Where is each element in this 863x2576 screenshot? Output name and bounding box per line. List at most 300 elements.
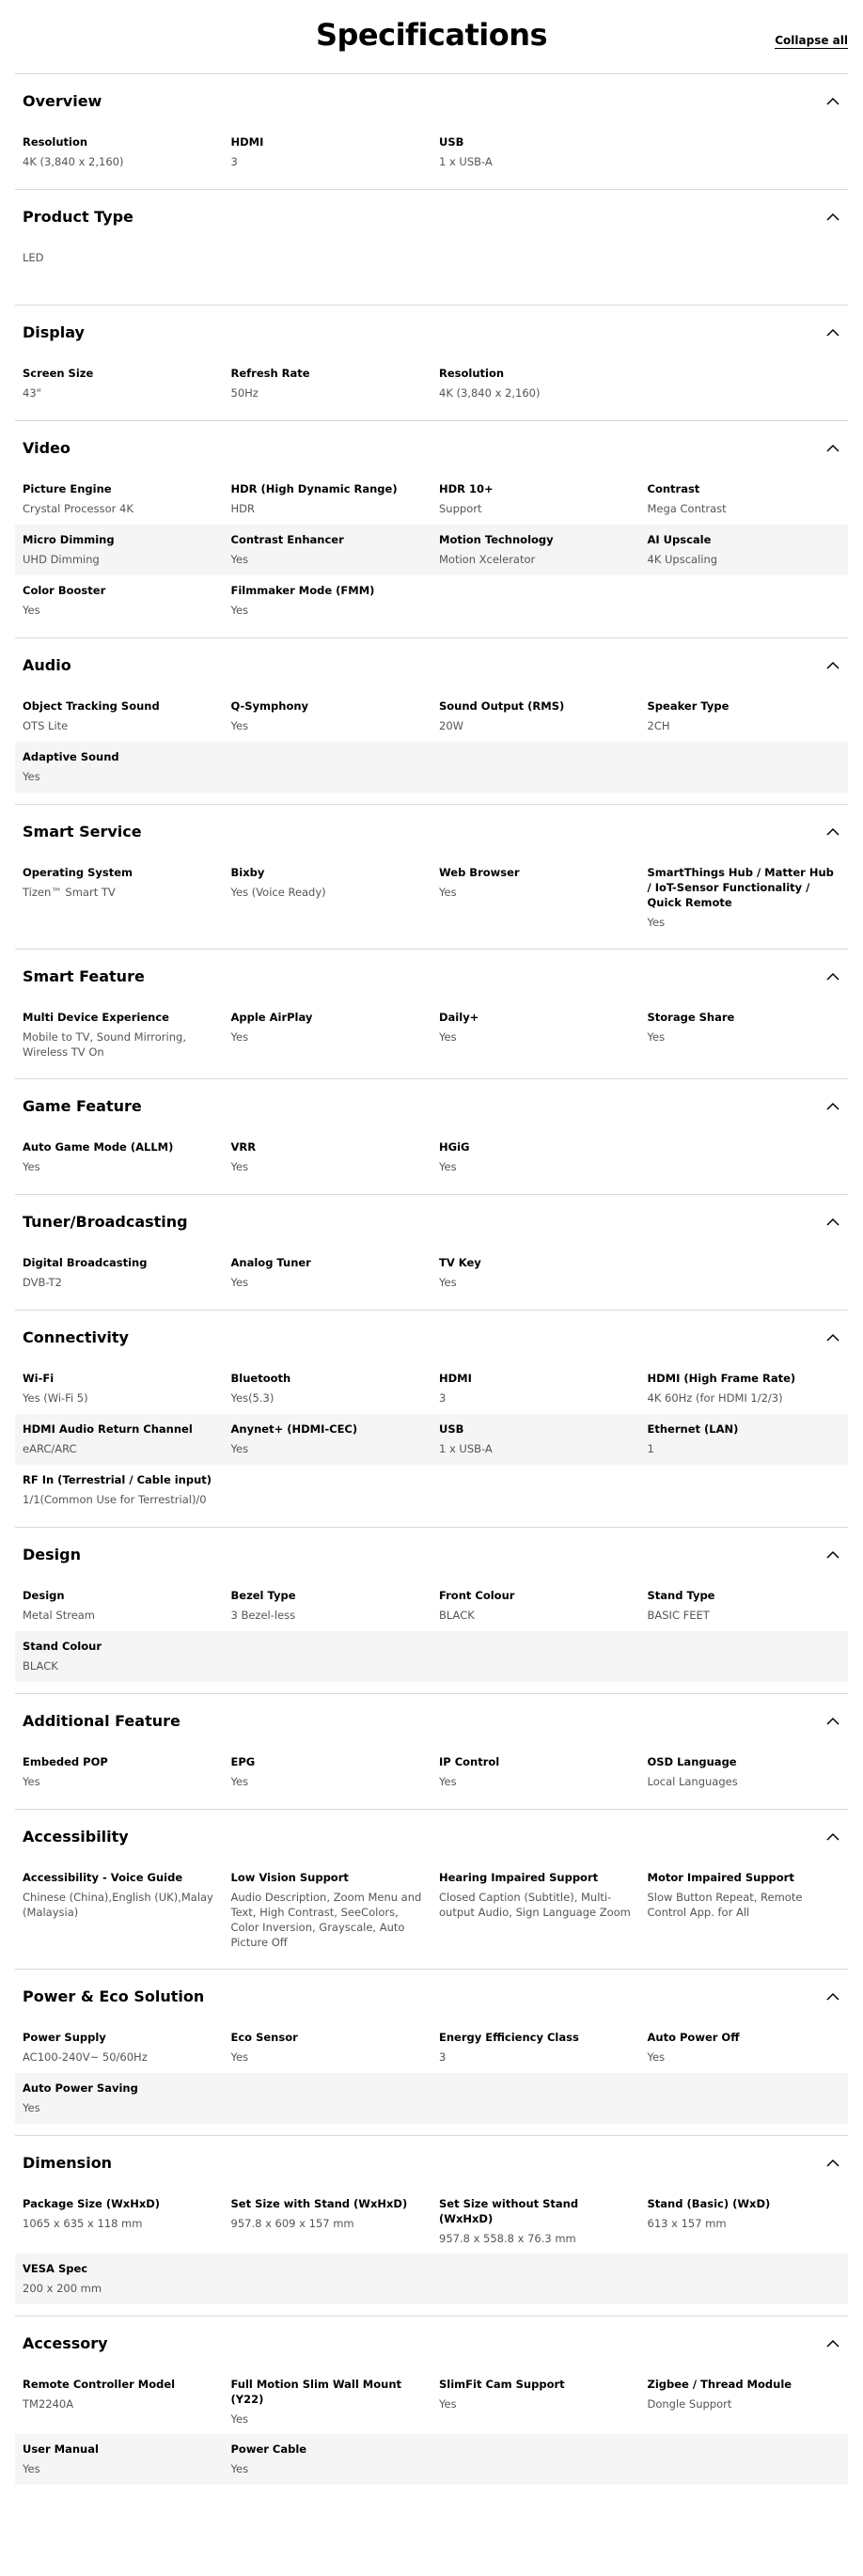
spec-item: [231, 1138, 425, 1175]
spec-item: [439, 1369, 633, 1406]
spec-label: Resolution: [23, 135, 88, 149]
spec-item: [439, 1586, 633, 1624]
spec-value: Mega Contrast: [647, 502, 727, 515]
spec-item: [648, 1586, 841, 1624]
spec-label: Contrast: [647, 482, 700, 495]
section-title: Design: [23, 1545, 81, 1563]
chevron-up-icon[interactable]: [825, 657, 840, 672]
spec-value: Yes: [439, 2397, 457, 2411]
section-title: Audio: [23, 655, 71, 674]
spec-label: SlimFit Cam Support: [439, 2378, 565, 2391]
spec-label: HDR 10+: [439, 482, 494, 495]
section-title: Smart Feature: [23, 966, 145, 985]
spec-value: Yes: [230, 553, 249, 566]
spec-label: HGiG: [439, 1140, 470, 1154]
spec-label: Storage Share: [647, 1011, 735, 1024]
chevron-up-icon[interactable]: [825, 1713, 840, 1728]
spec-label: Color Booster: [23, 584, 106, 597]
spec-item: [439, 1868, 633, 1950]
spec-label: Energy Efficiency Class: [439, 2031, 579, 2044]
spec-item: [23, 2079, 216, 2116]
section-header[interactable]: [15, 421, 848, 474]
spec-row: [15, 2434, 848, 2485]
section-tuner: [15, 1194, 848, 1310]
spec-label: Micro Dimming: [23, 533, 115, 546]
section-product-type: [15, 189, 848, 305]
spec-label: VRR: [230, 1140, 257, 1154]
spec-item: [439, 1752, 633, 1790]
spec-value: Yes (Wi-Fi 5): [23, 1391, 88, 1405]
section-header[interactable]: [15, 2136, 848, 2189]
section-title: Power & Eco Solution: [23, 1987, 205, 2005]
spec-row: [15, 1132, 848, 1183]
spec-value: Yes: [230, 1030, 249, 1044]
spec-row: [15, 127, 848, 178]
spec-value: 957.8 x 558.8 x 76.3 mm: [439, 2232, 576, 2245]
spec-value: Crystal Processor 4K: [23, 502, 133, 515]
spec-item: [231, 2375, 425, 2427]
spec-label: HDMI: [439, 1372, 472, 1385]
section-header[interactable]: [15, 1970, 848, 2022]
spec-item: [23, 364, 216, 401]
section-body: [15, 1132, 848, 1194]
spec-item: [231, 1008, 425, 1060]
section-header[interactable]: [15, 190, 848, 243]
spec-label: Auto Power Saving: [23, 2081, 138, 2095]
spec-row: [15, 2189, 848, 2254]
spec-item: [439, 364, 633, 401]
spec-value: OTS Lite: [23, 719, 69, 732]
section-design: [15, 1527, 848, 1693]
section-header[interactable]: [15, 950, 848, 1002]
section-connectivity: [15, 1310, 848, 1527]
spec-item: [23, 2375, 216, 2427]
spec-value: Yes: [439, 1775, 457, 1788]
spec-value: 613 x 157 mm: [647, 2217, 727, 2230]
spec-item: [231, 1253, 425, 1291]
section-header[interactable]: [15, 2317, 848, 2369]
spec-item: [439, 2375, 633, 2427]
section-dimension: [15, 2135, 848, 2316]
spec-item: [23, 1868, 216, 1950]
spec-label: VESA Spec: [23, 2262, 88, 2275]
spec-label: Set Size without Stand (WxHxD): [439, 2197, 579, 2225]
chevron-up-icon[interactable]: [825, 1988, 840, 2003]
spec-item: [648, 863, 841, 930]
spec-value: Yes: [230, 2050, 249, 2064]
chevron-up-icon[interactable]: [825, 2335, 840, 2350]
spec-item: [23, 747, 216, 785]
spec-item: [231, 697, 425, 734]
spec-row: [15, 2073, 848, 2124]
spec-label: Auto Game Mode (ALLM): [23, 1140, 174, 1154]
spec-item: [231, 479, 425, 517]
spec-label: Embeded POP: [23, 1755, 108, 1768]
spec-value: Metal Stream: [23, 1609, 96, 1622]
spec-label: Bezel Type: [230, 1589, 296, 1602]
spec-item: [439, 479, 633, 517]
spec-value: Yes: [23, 2462, 40, 2475]
spec-item: [231, 2440, 425, 2477]
spec-item: [231, 581, 425, 619]
spec-value: BLACK: [23, 1659, 58, 1673]
spec-label: Analog Tuner: [230, 1256, 311, 1269]
spec-label: Power Cable: [230, 2442, 307, 2456]
spec-value: HDR: [230, 502, 255, 515]
spec-label: Accessibility - Voice Guide: [23, 1871, 183, 1884]
chevron-up-icon[interactable]: [825, 209, 840, 224]
spec-row: [15, 857, 848, 937]
spec-sections: [0, 73, 863, 2496]
spec-value: Slow Button Repeat, Remote Control App. for All: [647, 1891, 803, 1919]
spec-value: Audio Description, Zoom Menu and Text, High Contrast, SeeColors, Color Inversion, Grayscale, Auto Picture Off: [230, 1891, 422, 1949]
section-title: Accessory: [23, 2333, 108, 2352]
section-power: [15, 1969, 848, 2135]
spec-row: [15, 1002, 848, 1067]
spec-row: [15, 1580, 848, 1631]
section-title: Accessibility: [23, 1827, 129, 1846]
spec-value: eARC/ARC: [23, 1442, 77, 1455]
spec-label: Web Browser: [439, 866, 520, 879]
spec-value: Yes: [230, 1160, 249, 1173]
spec-row: [15, 575, 848, 626]
spec-label: Wi-Fi: [23, 1372, 55, 1385]
spec-value: UHD Dimming: [23, 553, 100, 566]
section-title: Display: [23, 322, 85, 341]
spec-item: [439, 1253, 633, 1291]
spec-value: Support: [439, 502, 482, 515]
spec-label: EPG: [230, 1755, 256, 1768]
spec-value: 50Hz: [230, 386, 259, 400]
spec-label: Motor Impaired Support: [647, 1871, 794, 1884]
spec-label: Power Supply: [23, 2031, 106, 2044]
spec-row: [15, 1862, 848, 1957]
page-title: Specifications: [315, 17, 548, 53]
section-display: [15, 305, 848, 420]
spec-item: [23, 1637, 216, 1674]
spec-label: Picture Engine: [23, 482, 112, 495]
spec-row: [15, 2022, 848, 2073]
header: [0, 0, 863, 73]
spec-value: Yes: [439, 1276, 457, 1289]
section-video: [15, 420, 848, 637]
spec-label: HDR (High Dynamic Range): [230, 482, 398, 495]
spec-label: Contrast Enhancer: [230, 533, 344, 546]
spec-label: Filmmaker Mode (FMM): [230, 584, 375, 597]
spec-value: Yes: [23, 1775, 40, 1788]
collapse-all-link[interactable]: Collapse all: [775, 34, 848, 47]
chevron-up-icon[interactable]: [825, 1329, 840, 1344]
chevron-up-icon[interactable]: [825, 2155, 840, 2170]
spec-item: [439, 863, 633, 930]
spec-label: TV Key: [439, 1256, 481, 1269]
section-body: [15, 2189, 848, 2316]
spec-label: HDMI (High Frame Rate): [647, 1372, 796, 1385]
spec-label: IP Control: [439, 1755, 500, 1768]
section-header[interactable]: [15, 1195, 848, 1248]
spec-value: 4K 60Hz (for HDMI 1/2/3): [647, 1391, 783, 1405]
spec-value: 1065 x 635 x 118 mm: [23, 2217, 143, 2230]
spec-item: [648, 2028, 841, 2066]
spec-value: Dongle Support: [647, 2397, 732, 2411]
section-header[interactable]: [15, 1528, 848, 1580]
spec-row: [15, 1465, 848, 1516]
section-title: Overview: [23, 91, 102, 110]
section-header[interactable]: [15, 1079, 848, 1132]
section-header[interactable]: [15, 805, 848, 857]
section-title: Additional Feature: [23, 1711, 180, 1730]
section-body: [15, 2369, 848, 2496]
spec-label: Package Size (WxHxD): [23, 2197, 161, 2210]
spec-value: Yes: [230, 2462, 249, 2475]
spec-item: [23, 2440, 216, 2477]
spec-label: Ethernet (LAN): [647, 1422, 739, 1436]
spec-label: Zigbee / Thread Module: [647, 2378, 792, 2391]
spec-value: Yes: [230, 604, 249, 617]
spec-label: AI Upscale: [647, 533, 712, 546]
spec-value: 1/1(Common Use for Terrestrial)/0: [23, 1493, 207, 1506]
section-header[interactable]: [15, 1311, 848, 1363]
section-body: [15, 1580, 848, 1693]
spec-value: Closed Caption (Subtitle), Multi-output Audio, Sign Language Zoom: [439, 1891, 631, 1919]
spec-item: [231, 2194, 425, 2246]
spec-label: Eco Sensor: [230, 2031, 298, 2044]
section-header[interactable]: [15, 306, 848, 358]
section-title: Smart Service: [23, 822, 142, 840]
spec-item: [648, 1752, 841, 1790]
spec-item: [648, 479, 841, 517]
spec-label: Anynet+ (HDMI-CEC): [230, 1422, 358, 1436]
chevron-up-icon[interactable]: [825, 1829, 840, 1844]
spec-value: Yes: [230, 719, 249, 732]
spec-value: Yes: [439, 1030, 457, 1044]
spec-label: Front Colour: [439, 1589, 515, 1602]
spec-label: Full Motion Slim Wall Mount (Y22): [230, 2378, 402, 2406]
spec-item: [23, 530, 216, 568]
spec-label: Design: [23, 1589, 65, 1602]
spec-value: BLACK: [439, 1609, 475, 1622]
spec-row: [15, 358, 848, 409]
chevron-up-icon[interactable]: [825, 1547, 840, 1562]
spec-value: 3: [230, 155, 238, 168]
spec-value: 3: [439, 2050, 447, 2064]
chevron-up-icon[interactable]: [825, 1098, 840, 1113]
spec-item: [23, 1008, 216, 1060]
section-title: Connectivity: [23, 1327, 129, 1346]
section-title: Tuner/Broadcasting: [23, 1212, 188, 1231]
spec-row: [15, 2369, 848, 2434]
section-body: [15, 1248, 848, 1310]
section-audio: [15, 637, 848, 804]
spec-label: Low Vision Support: [230, 1871, 349, 1884]
spec-label: Stand Type: [647, 1589, 715, 1602]
spec-item: [648, 2375, 841, 2427]
spec-item: [648, 2194, 841, 2246]
spec-label: Screen Size: [23, 367, 94, 380]
section-header[interactable]: [15, 1810, 848, 1862]
section-game-feature: [15, 1078, 848, 1194]
spec-item: [23, 133, 216, 170]
spec-value: Tizen™ Smart TV: [23, 886, 116, 899]
spec-item: [23, 1420, 216, 1457]
spec-value: Yes(5.3): [230, 1391, 275, 1405]
spec-item: [648, 1420, 841, 1457]
spec-item: [23, 248, 216, 286]
section-body: [15, 857, 848, 949]
spec-value: Yes: [647, 1030, 666, 1044]
section-title: Video: [23, 438, 71, 457]
spec-label: Digital Broadcasting: [23, 1256, 148, 1269]
spec-value: 3 Bezel-less: [230, 1609, 296, 1622]
spec-value: Yes: [230, 2412, 249, 2426]
spec-value: 4K (3,840 x 2,160): [439, 386, 541, 400]
spec-value: 4K (3,840 x 2,160): [23, 155, 124, 168]
section-title: Dimension: [23, 2153, 113, 2172]
spec-value: Yes: [230, 1775, 249, 1788]
spec-label: Operating System: [23, 866, 133, 879]
spec-value: Yes: [647, 2050, 666, 2064]
section-body: [15, 2022, 848, 2135]
chevron-up-icon[interactable]: [825, 1214, 840, 1229]
spec-value: Yes: [439, 1160, 457, 1173]
spec-item: [231, 2028, 425, 2066]
spec-item: [439, 1138, 633, 1175]
section-body: [15, 243, 848, 305]
spec-row: [15, 1363, 848, 1414]
section-body: [15, 358, 848, 420]
spec-value: AC100-240V~ 50/60Hz: [23, 2050, 148, 2064]
spec-item: [439, 2028, 633, 2066]
section-body: [15, 1862, 848, 1969]
chevron-up-icon[interactable]: [825, 824, 840, 839]
spec-item: [231, 1868, 425, 1950]
section-body: [15, 1363, 848, 1527]
spec-item: [231, 1420, 425, 1457]
spec-item: [23, 1470, 216, 1508]
spec-row: [15, 691, 848, 742]
spec-value: Yes: [23, 1160, 40, 1173]
spec-item: [648, 1008, 841, 1060]
section-accessory: [15, 2316, 848, 2496]
spec-label: Remote Controller Model: [23, 2378, 176, 2391]
spec-item: [23, 1253, 216, 1291]
section-header[interactable]: [15, 1694, 848, 1747]
section-title: Product Type: [23, 207, 133, 226]
chevron-up-icon[interactable]: [825, 968, 840, 983]
spec-item: [439, 530, 633, 568]
chevron-up-icon[interactable]: [825, 324, 840, 339]
spec-item: [23, 2194, 216, 2246]
spec-value: 2CH: [647, 719, 670, 732]
spec-row: [15, 2254, 848, 2304]
spec-item: [23, 697, 216, 734]
spec-label: Refresh Rate: [230, 367, 310, 380]
spec-row: [15, 1248, 848, 1298]
spec-label: Multi Device Experience: [23, 1011, 169, 1024]
spec-item: [439, 1420, 633, 1457]
section-accessibility: [15, 1809, 848, 1969]
spec-value: TM2240A: [23, 2397, 74, 2411]
spec-value: Yes: [23, 604, 40, 617]
spec-value: Mobile to TV, Sound Mirroring, Wireless TV On: [23, 1030, 186, 1059]
section-overview: [15, 73, 848, 189]
section-smart-feature: [15, 949, 848, 1078]
spec-item: [23, 1138, 216, 1175]
spec-value: Yes (Voice Ready): [230, 886, 326, 899]
spec-label: Stand Colour: [23, 1640, 102, 1653]
spec-label: Q-Symphony: [230, 699, 309, 713]
spec-item: [231, 1752, 425, 1790]
spec-item: [231, 1586, 425, 1624]
spec-item: [23, 1586, 216, 1624]
spec-label: HDMI: [230, 135, 264, 149]
spec-value: DVB-T2: [23, 1276, 62, 1289]
spec-value: 3: [439, 1391, 447, 1405]
spec-label: OSD Language: [647, 1755, 737, 1768]
spec-label: Stand (Basic) (WxD): [647, 2197, 771, 2210]
spec-row: [15, 1631, 848, 1682]
spec-value: 1: [647, 1442, 654, 1455]
spec-row: [15, 243, 848, 293]
spec-item: [439, 1008, 633, 1060]
spec-label: User Manual: [23, 2442, 99, 2456]
spec-label: SmartThings Hub / Matter Hub / IoT-Sensor Functionality / Quick Remote: [647, 866, 834, 909]
spec-label: Resolution: [439, 367, 505, 380]
spec-label: USB: [439, 1422, 464, 1436]
spec-value: Yes: [23, 2101, 40, 2114]
section-body: [15, 691, 848, 804]
spec-label: Auto Power Off: [647, 2031, 740, 2044]
spec-label: Motion Technology: [439, 533, 554, 546]
spec-value: LED: [23, 251, 44, 264]
chevron-up-icon[interactable]: [825, 93, 840, 108]
spec-value: 957.8 x 609 x 157 mm: [230, 2217, 354, 2230]
spec-item: [439, 2194, 633, 2246]
spec-item: [23, 863, 216, 930]
spec-label: Bixby: [230, 866, 265, 879]
section-header[interactable]: [15, 74, 848, 127]
spec-item: [23, 581, 216, 619]
section-header[interactable]: [15, 638, 848, 691]
spec-label: Adaptive Sound: [23, 750, 119, 763]
spec-value: Local Languages: [647, 1775, 738, 1788]
spec-item: [23, 479, 216, 517]
spec-label: HDMI Audio Return Channel: [23, 1422, 193, 1436]
spec-value: 20W: [439, 719, 464, 732]
spec-value: 1 x USB-A: [439, 1442, 493, 1455]
spec-row: [15, 1414, 848, 1465]
section-body: [15, 127, 848, 189]
chevron-up-icon[interactable]: [825, 440, 840, 455]
section-additional-feature: [15, 1693, 848, 1809]
spec-item: [231, 863, 425, 930]
spec-label: RF In (Terrestrial / Cable input): [23, 1473, 212, 1486]
section-title: Game Feature: [23, 1096, 142, 1115]
spec-value: Motion Xcelerator: [439, 553, 536, 566]
spec-label: Bluetooth: [230, 1372, 291, 1385]
spec-item: [231, 1369, 425, 1406]
spec-row: [15, 1747, 848, 1798]
spec-value: Yes: [439, 886, 457, 899]
spec-item: [231, 364, 425, 401]
spec-item: [23, 2028, 216, 2066]
spec-label: USB: [439, 135, 464, 149]
spec-label: Object Tracking Sound: [23, 699, 160, 713]
spec-value: Yes: [230, 1442, 249, 1455]
spec-value: Yes: [647, 916, 666, 929]
spec-value: 1 x USB-A: [439, 155, 493, 168]
spec-item: [23, 1369, 216, 1406]
